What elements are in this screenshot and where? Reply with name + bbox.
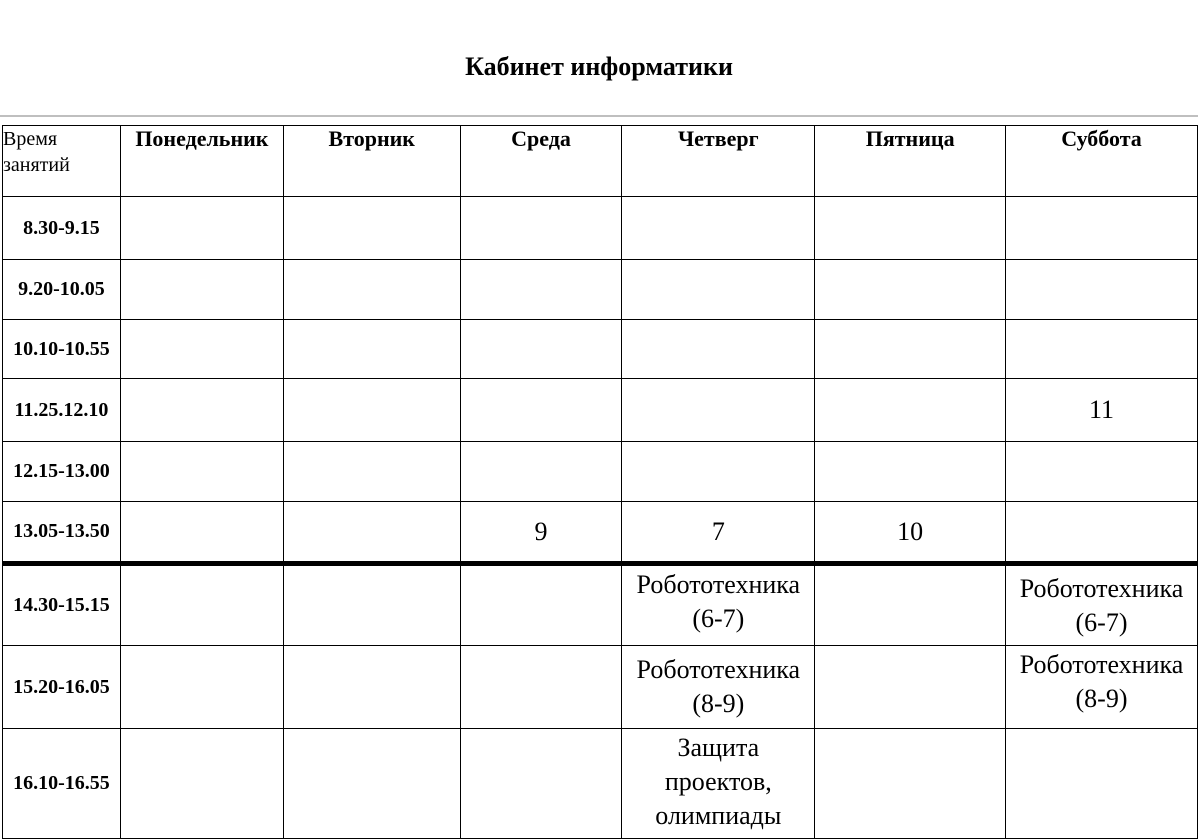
schedule-table (2, 125, 1198, 839)
schedule-cell (460, 442, 622, 502)
schedule-cell (283, 564, 460, 646)
table-row (3, 564, 1198, 646)
time-slot: 14.30-15.15 (3, 564, 121, 646)
table-row (3, 502, 1198, 564)
table-row (3, 260, 1198, 320)
schedule-cell (460, 646, 622, 729)
schedule-cell: 11 (1006, 379, 1198, 442)
schedule-cell (120, 502, 283, 564)
schedule-cell (283, 260, 460, 320)
day-header-friday: Пятница (815, 126, 1006, 197)
page-title: Кабинет информатики (465, 52, 733, 81)
schedule-cell (283, 646, 460, 729)
schedule-cell (1006, 260, 1198, 320)
time-column-header: Время занятий (3, 126, 121, 197)
schedule-cell (815, 320, 1006, 379)
time-slot: 13.05-13.50 (3, 502, 121, 564)
schedule-cell (283, 379, 460, 442)
schedule-cell (283, 197, 460, 260)
schedule-cell (120, 729, 283, 839)
schedule-cell: 7 (622, 502, 815, 564)
schedule-cell (283, 502, 460, 564)
schedule-cell (1006, 197, 1198, 260)
table-row (3, 320, 1198, 379)
schedule-cell (460, 564, 622, 646)
time-slot: 10.10-10.55 (3, 320, 121, 379)
schedule-cell (1006, 729, 1198, 839)
schedule-cell: 9 (460, 502, 622, 564)
time-slot: 15.20-16.05 (3, 646, 121, 729)
schedule-cell (622, 260, 815, 320)
schedule-cell (120, 564, 283, 646)
schedule-cell (815, 197, 1006, 260)
table-row (3, 442, 1198, 502)
day-header-tuesday: Вторник (283, 126, 460, 197)
day-header-saturday: Суббота (1006, 126, 1198, 197)
schedule-cell (120, 442, 283, 502)
schedule-cell (622, 320, 815, 379)
day-header-wednesday: Среда (460, 126, 622, 197)
schedule-cell (460, 379, 622, 442)
schedule-cell (460, 197, 622, 260)
schedule-cell: 10 (815, 502, 1006, 564)
schedule-cell (120, 379, 283, 442)
schedule-cell (460, 320, 622, 379)
schedule-cell: Робототехника (6-7) (622, 564, 815, 646)
time-slot: 12.15-13.00 (3, 442, 121, 502)
schedule-cell (1006, 442, 1198, 502)
schedule-cell (622, 197, 815, 260)
schedule-cell (815, 646, 1006, 729)
table-row (3, 197, 1198, 260)
schedule-cell (120, 260, 283, 320)
schedule-cell (815, 260, 1006, 320)
schedule-cell (1006, 320, 1198, 379)
time-slot: 16.10-16.55 (3, 729, 121, 839)
schedule-cell (622, 442, 815, 502)
schedule-cell (1006, 502, 1198, 564)
schedule-cell (815, 564, 1006, 646)
schedule-cell (120, 197, 283, 260)
schedule-cell: Защита проектов, олимпиады (622, 729, 815, 839)
schedule-cell (283, 442, 460, 502)
header-row (3, 126, 1198, 197)
day-header-thursday: Четверг (622, 126, 815, 197)
schedule-cell (283, 320, 460, 379)
day-header-monday: Понедельник (120, 126, 283, 197)
title-divider (0, 115, 1198, 117)
schedule-cell (120, 320, 283, 379)
schedule-cell (460, 260, 622, 320)
time-slot: 9.20-10.05 (3, 260, 121, 320)
schedule-cell: Робототехника (8-9) (622, 646, 815, 729)
schedule-cell (815, 379, 1006, 442)
schedule-cell (815, 729, 1006, 839)
table-row (3, 729, 1198, 839)
table-row (3, 379, 1198, 442)
schedule-cell: Робототехника (8-9) (1006, 646, 1198, 729)
schedule-cell (815, 442, 1006, 502)
schedule-cell (283, 729, 460, 839)
schedule-cell: Робототехника (6-7) (1006, 564, 1198, 646)
schedule-cell (120, 646, 283, 729)
table-row (3, 646, 1198, 729)
time-slot: 11.25.12.10 (3, 379, 121, 442)
schedule-cell (460, 729, 622, 839)
schedule-cell (622, 379, 815, 442)
time-slot: 8.30-9.15 (3, 197, 121, 260)
